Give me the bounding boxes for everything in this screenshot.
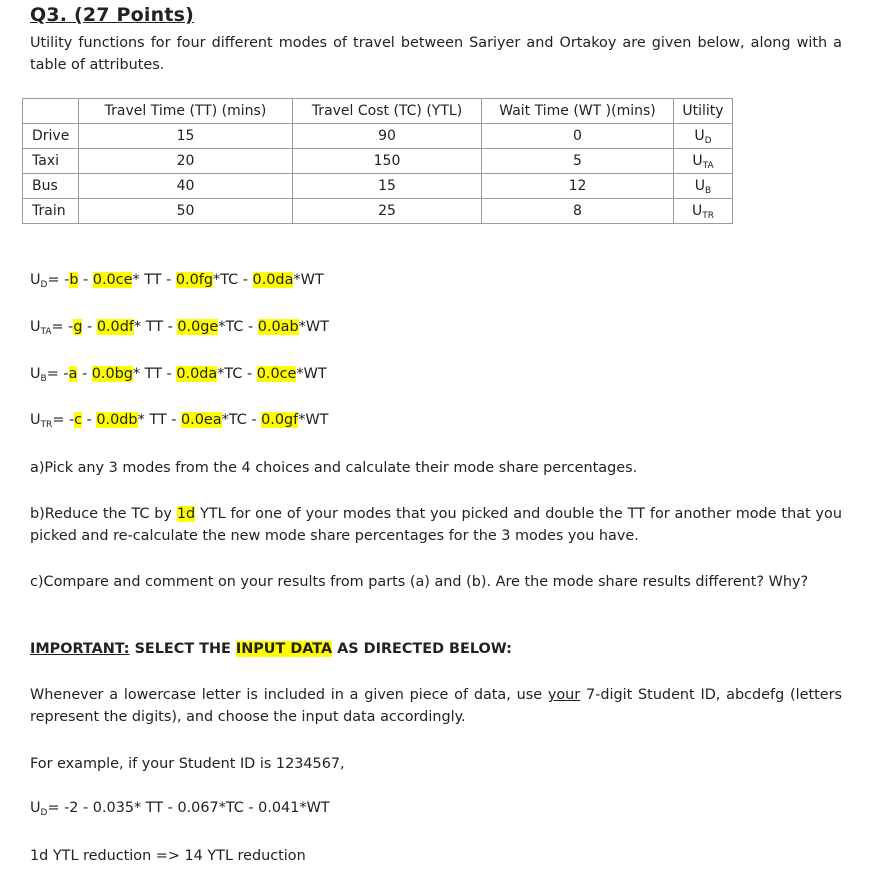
table-header-cell: Travel Cost (TC) (YTL): [293, 99, 482, 124]
eq-subscript: TR: [40, 420, 53, 430]
instructions-underlined: your: [547, 687, 581, 703]
eq-highlight: 0.0bg: [91, 366, 133, 382]
eq-symbol: U: [30, 272, 41, 288]
eq-subscript: D: [40, 280, 48, 290]
eq-text: -: [82, 412, 97, 428]
table-cell-mode: Bus: [23, 174, 79, 199]
important-text: AS DIRECTED BELOW:: [332, 641, 512, 657]
part-c: c)Compare and comment on your results from parts (a) and (b). Are the mode share results different? Why?: [30, 574, 809, 590]
part-b-text: b)Reduce the TC by: [30, 506, 177, 522]
eq-symbol: U: [30, 319, 41, 335]
table-cell-mode: Train: [23, 199, 79, 224]
utility-subscript: TR: [702, 211, 714, 221]
table-header-cell: Utility: [674, 99, 733, 124]
eq-highlight: 0.0df: [96, 319, 134, 335]
eq-text: *TC -: [221, 412, 262, 428]
part-b: [30, 503, 842, 547]
table-cell-utility: [674, 199, 733, 224]
eq-text: = -: [47, 272, 70, 288]
eq-text: = -2 - 0.035* TT - 0.067*TC - 0.041*WT: [47, 800, 330, 816]
eq-text: * TT -: [132, 272, 176, 288]
utility-equation-taxi: [30, 319, 329, 335]
table-cell-tc: 25: [293, 199, 482, 224]
table-row: [23, 124, 733, 149]
eq-highlight: c: [74, 412, 83, 428]
eq-highlight: 0.0da: [252, 272, 294, 288]
eq-highlight: g: [73, 319, 83, 335]
utility-symbol: U: [692, 153, 703, 169]
utility-symbol: U: [694, 128, 705, 144]
part-a: a)Pick any 3 modes from the 4 choices and calculate their mode share percentages.: [30, 460, 638, 476]
eq-symbol: U: [30, 800, 41, 816]
table-cell-wt: 0: [482, 124, 674, 149]
eq-text: *WT: [293, 272, 324, 288]
eq-highlight: 0.0ce: [92, 272, 133, 288]
table-cell-tt: 50: [79, 199, 293, 224]
utility-subscript: D: [704, 136, 712, 146]
eq-text: = -: [51, 319, 74, 335]
eq-subscript: B: [40, 374, 47, 384]
table-cell-tt: 20: [79, 149, 293, 174]
eq-text: *WT: [298, 319, 329, 335]
part-b-highlight: 1d: [176, 506, 196, 522]
eq-highlight: 0.0da: [176, 366, 218, 382]
table-cell-utility: [674, 174, 733, 199]
eq-text: *WT: [296, 366, 327, 382]
eq-text: = -: [52, 412, 75, 428]
important-highlight: INPUT DATA: [235, 641, 333, 657]
eq-subscript: TA: [40, 327, 52, 337]
student-id-instructions: [30, 684, 842, 728]
eq-highlight: a: [68, 366, 78, 382]
important-label: IMPORTANT:: [30, 641, 130, 657]
example-equation: [30, 800, 330, 816]
table-cell-mode: Taxi: [23, 149, 79, 174]
utility-equation-drive: [30, 272, 324, 288]
utility-equation-train: [30, 412, 328, 428]
eq-text: -: [78, 272, 93, 288]
table-cell-utility: [674, 124, 733, 149]
table-header-cell: Travel Time (TT) (mins): [79, 99, 293, 124]
eq-text: *TC -: [217, 366, 257, 382]
table-header-row: [23, 99, 733, 124]
utility-subscript: B: [705, 186, 712, 196]
table-row: [23, 199, 733, 224]
eq-highlight: 0.0db: [96, 412, 138, 428]
table-header-cell: Wait Time (WT )(mins): [482, 99, 674, 124]
important-heading: [30, 638, 842, 660]
question-intro: Utility functions for four different modes of travel between Sariyer and Ortakoy are given below, along with a table of attributes.: [30, 35, 842, 73]
utility-symbol: U: [694, 178, 706, 194]
example-intro: For example, if your Student ID is 1234567,: [30, 756, 345, 772]
table-cell-wt: 8: [482, 199, 674, 224]
table-cell-tt: 40: [79, 174, 293, 199]
eq-highlight: 0.0ce: [256, 366, 297, 382]
question-title: Q3. (27 Points): [30, 4, 195, 26]
attributes-table: [22, 98, 733, 224]
eq-text: * TT -: [132, 366, 177, 382]
eq-text: *WT: [298, 412, 329, 428]
eq-text: *TC -: [213, 272, 253, 288]
instructions-text: 7-digit Student ID, abcdefg (letters represent the digits), and choose the input data accordingly.: [30, 687, 842, 725]
eq-highlight: 0.0ea: [181, 412, 222, 428]
instructions-text: Whenever a lowercase letter is included in a given piece of data, use: [30, 687, 548, 703]
utility-symbol: U: [691, 203, 703, 219]
table-cell-wt: 12: [482, 174, 674, 199]
example-reduction: 1d YTL reduction => 14 YTL reduction: [30, 848, 306, 864]
eq-highlight: 0.0ge: [177, 319, 219, 335]
eq-symbol: U: [30, 366, 41, 382]
eq-text: -: [77, 366, 92, 382]
eq-subscript: D: [40, 808, 48, 818]
part-b-text: YTL for one of your modes that you picked and double the TT for another mode that you picked and re-calculate the new mode share percentages for the 3 modes you have.: [30, 506, 842, 544]
table-header-cell: [23, 99, 79, 124]
table-cell-tc: 90: [293, 124, 482, 149]
table-row: [23, 149, 733, 174]
eq-text: -: [82, 319, 97, 335]
eq-symbol: U: [30, 412, 41, 428]
eq-text: = -: [46, 366, 69, 382]
utility-equation-bus: [30, 366, 327, 382]
table-cell-wt: 5: [482, 149, 674, 174]
eq-highlight: 0.0gf: [261, 412, 299, 428]
table-cell-tt: 15: [79, 124, 293, 149]
eq-text: *TC -: [218, 319, 258, 335]
table-cell-mode: Drive: [23, 124, 79, 149]
eq-text: * TT -: [137, 412, 182, 428]
table-cell-tc: 15: [293, 174, 482, 199]
table-cell-tc: 150: [293, 149, 482, 174]
eq-text: * TT -: [133, 319, 178, 335]
table-cell-utility: [674, 149, 733, 174]
eq-highlight: 0.0fg: [175, 272, 213, 288]
eq-highlight: b: [69, 272, 79, 288]
utility-subscript: TA: [702, 161, 714, 171]
table-row: [23, 174, 733, 199]
important-text: SELECT THE: [129, 641, 236, 657]
eq-highlight: 0.0ab: [257, 319, 299, 335]
